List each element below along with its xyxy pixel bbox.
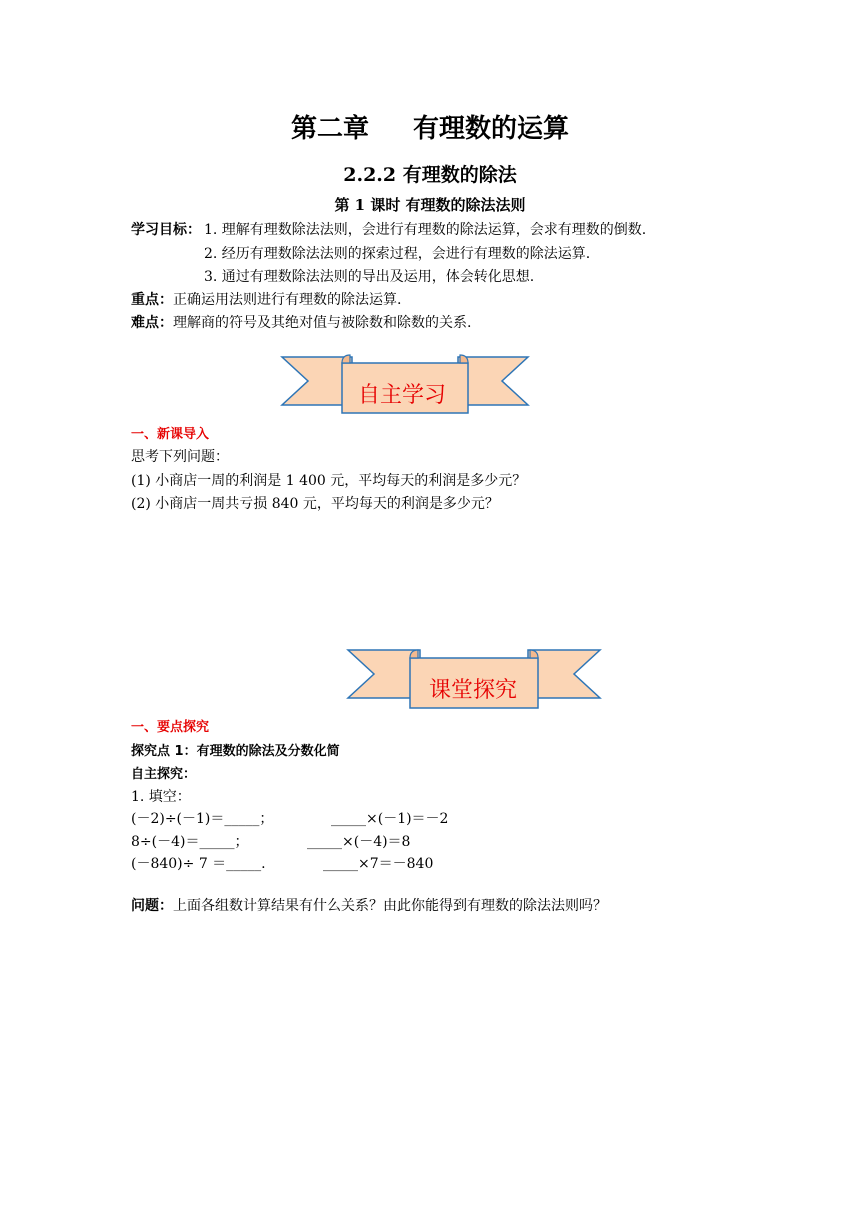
- exercise-row-right: _____×(－1)＝－2: [331, 811, 449, 827]
- explore-point-title: 探究点 1：有理数的除法及分数化简: [131, 744, 340, 759]
- objective-item: 1. 理解有理数除法法则，会进行有理数的除法运算，会求有理数的倒数.: [204, 222, 647, 238]
- section-title: 2.2.2 有理数的除法: [343, 164, 517, 186]
- section-heading-intro: 一、新课导入: [131, 427, 210, 442]
- key-point: [131, 289, 401, 309]
- chapter-title: [0, 108, 860, 145]
- question-1: (1) 小商店一周的利润是 1 400 元，平均每天的利润是多少元？: [131, 473, 527, 489]
- difficulty-text: 理解商的符号及其绝对值与被除数和除数的关系.: [173, 315, 472, 331]
- chapter-name: 有理数的运算: [413, 114, 570, 144]
- difficulty: [131, 312, 471, 332]
- exercise-row-right: _____×7＝－840: [323, 856, 434, 872]
- question-2: (2) 小商店一周共亏损 840 元，平均每天的利润是多少元？: [131, 496, 499, 512]
- lesson-title: 第 1 课时 有理数的除法法则: [334, 196, 526, 214]
- section-intro-text: 思考下列问题：: [131, 449, 229, 465]
- fill-in-label: 1. 填空：: [131, 789, 191, 805]
- banner-self-study-text: 自主学习: [358, 383, 447, 408]
- discussion-question-label: 问题：: [131, 898, 173, 914]
- banner-self-study: [280, 353, 530, 415]
- discussion-question: [131, 895, 607, 915]
- difficulty-label: 难点：: [131, 315, 173, 331]
- self-explore-label: 自主探究：: [131, 767, 197, 782]
- exercise-row-left: (－2)÷(－1)＝_____；: [131, 811, 274, 827]
- objectives-label: 学习目标：: [131, 222, 201, 238]
- chapter-number: 第二章: [290, 114, 369, 144]
- banner-class-explore-text: 课堂探究: [429, 678, 518, 703]
- key-point-text: 正确运用法则进行有理数的除法运算.: [173, 292, 402, 308]
- banner-class-explore: [346, 646, 602, 710]
- objective-item: 3. 通过有理数除法法则的导出及运用，体会转化思想.: [204, 269, 535, 285]
- key-point-label: 重点：: [131, 292, 173, 308]
- exercise-row-left: 8÷(－4)＝_____；: [131, 834, 249, 850]
- section-heading-explore: 一、要点探究: [131, 720, 210, 735]
- discussion-question-text: 上面各组数计算结果有什么关系？由此你能得到有理数的除法法则吗？: [173, 898, 607, 914]
- objective-item: 2. 经历有理数除法法则的探索过程，会进行有理数的除法运算.: [204, 246, 591, 262]
- exercise-row-left: (－840)÷ 7 ＝_____.: [131, 856, 266, 872]
- exercise-row-right: _____×(－4)＝8: [307, 834, 411, 850]
